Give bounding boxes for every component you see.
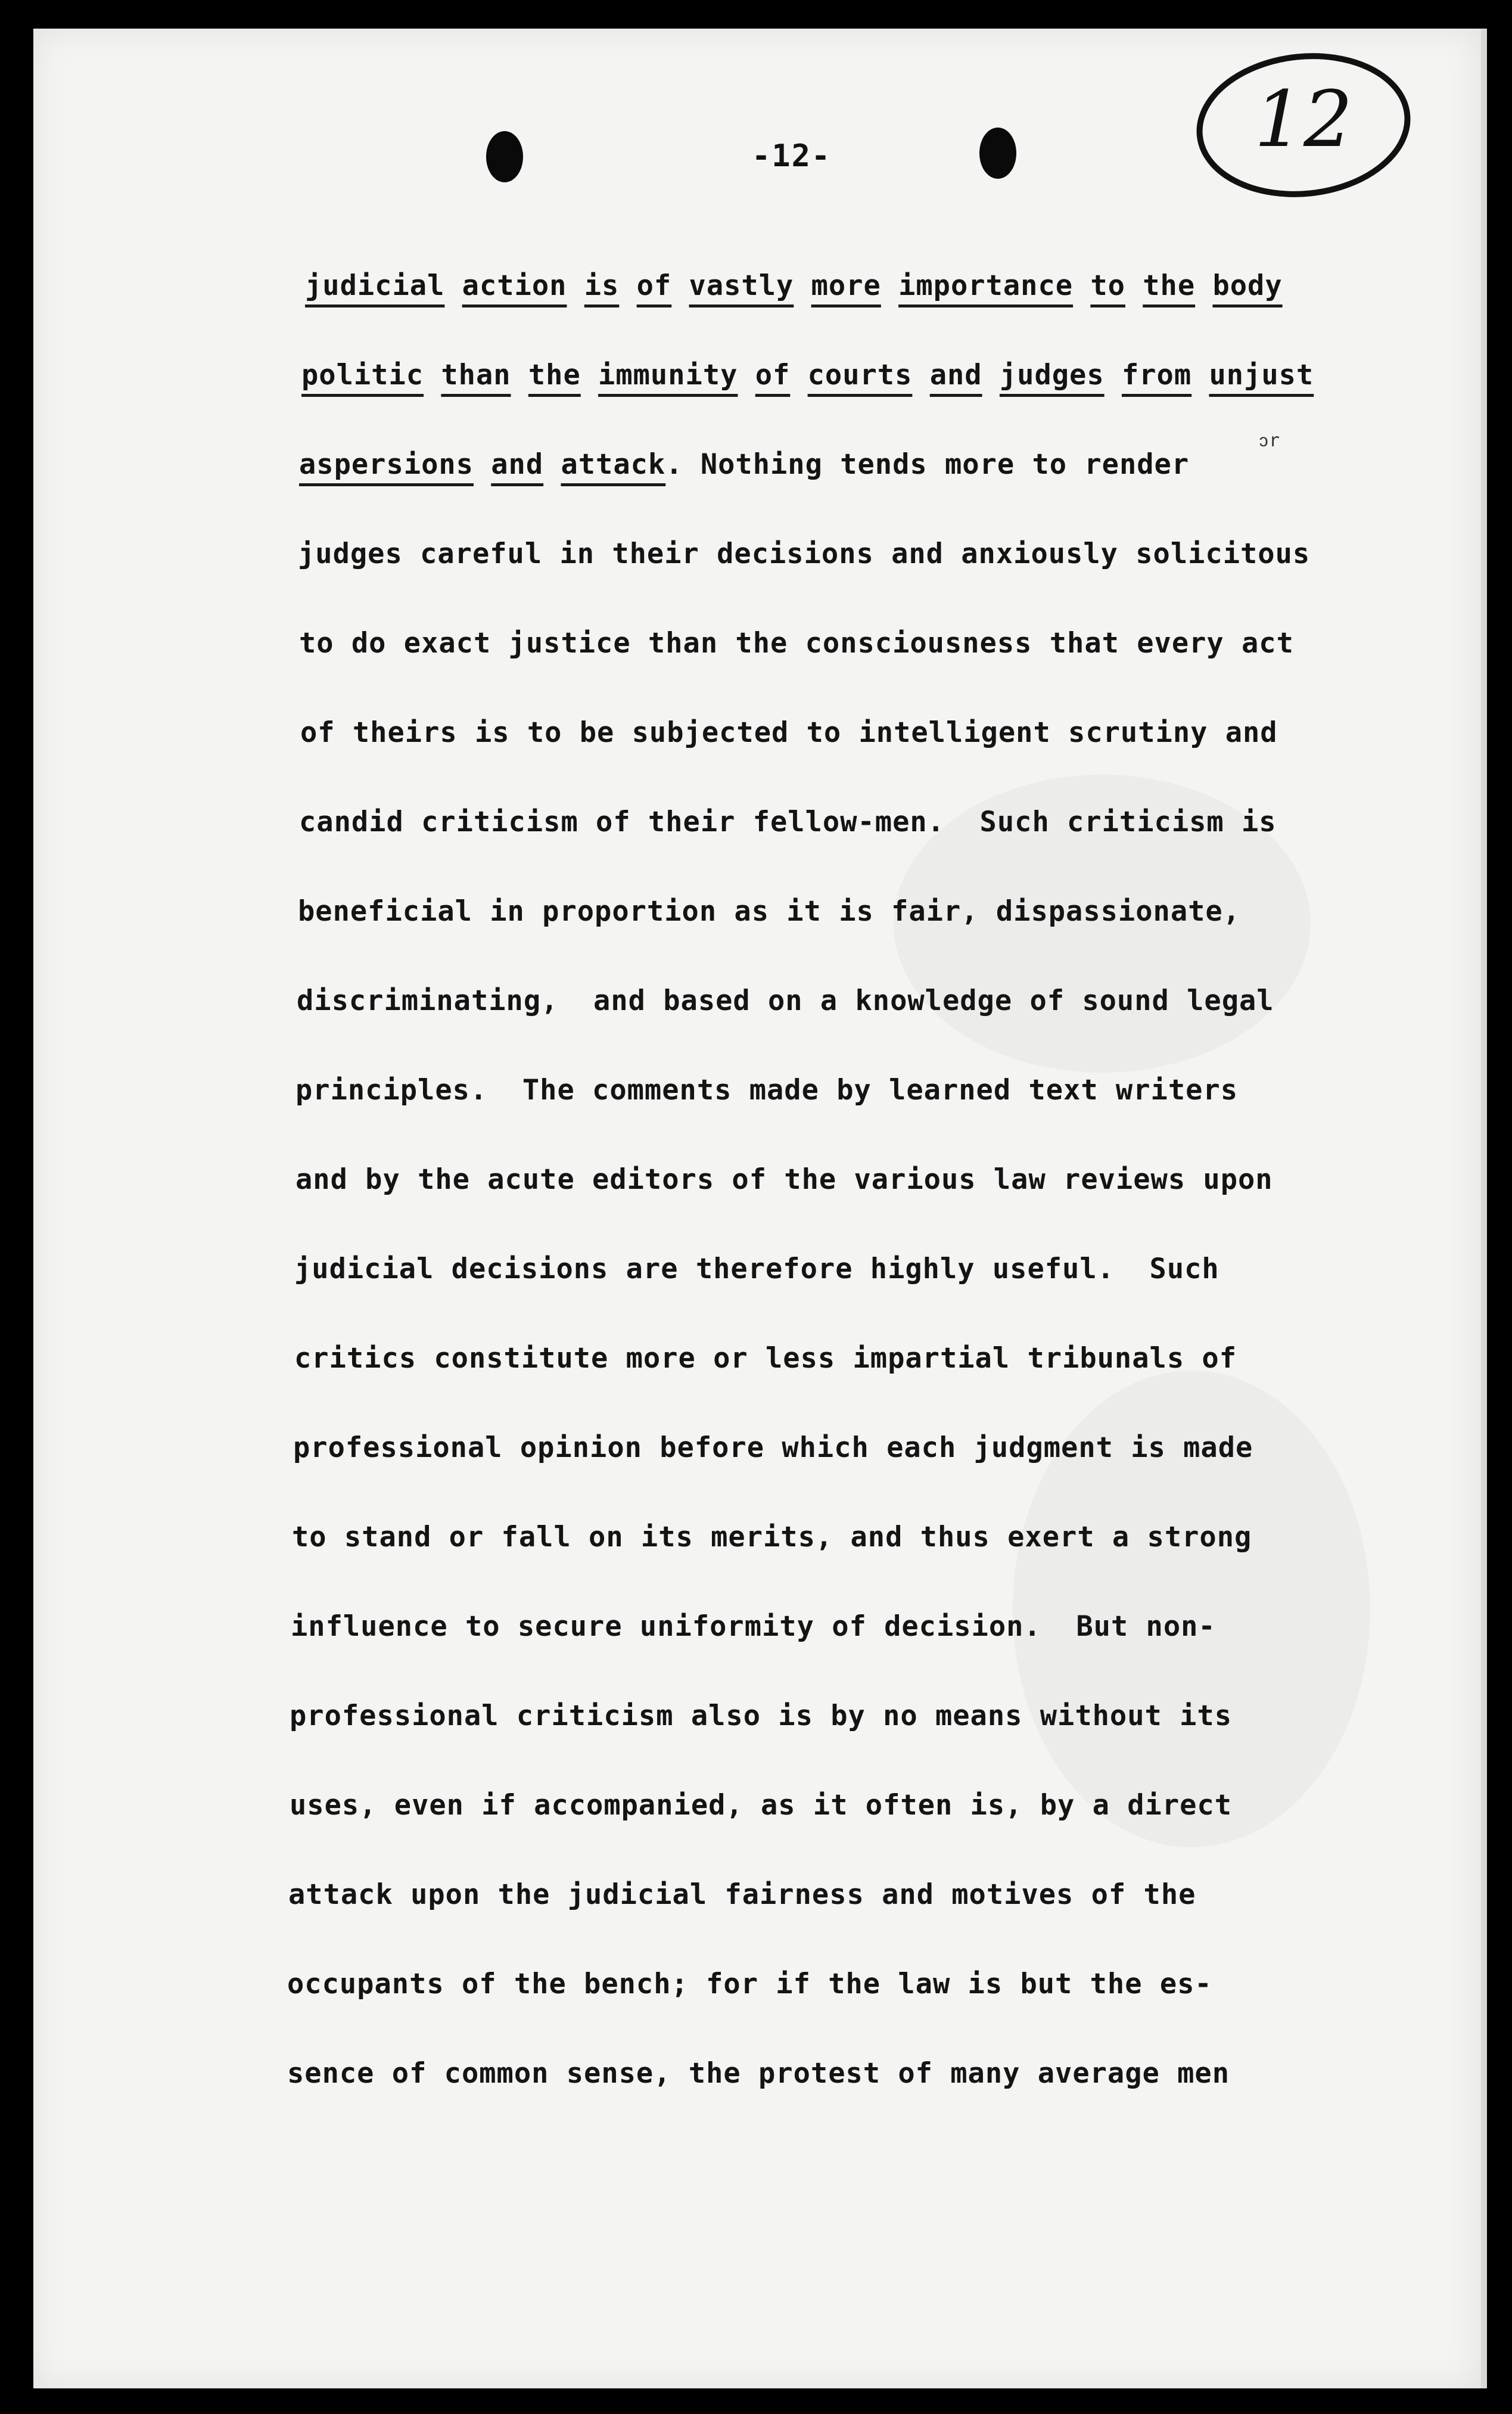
text-line [300, 703, 1425, 793]
punch-hole-left [486, 131, 523, 182]
text-line [305, 256, 1425, 346]
page-edge [1481, 29, 1487, 2388]
text-segment: to do exact justice than the consciousness that every act [299, 627, 1294, 660]
underlined-word: to [1090, 269, 1125, 302]
underlined-word: attack [561, 448, 666, 481]
text-line [288, 1865, 1425, 1955]
underlined-word: of [755, 359, 791, 392]
underlined-word: body [1212, 269, 1283, 302]
text-segment: . Nothing tends more to render [665, 448, 1190, 481]
text-segment: beneficial in proportion as it is fair, dispassionate, [298, 895, 1241, 928]
underlined-word: from [1121, 359, 1192, 392]
underlined-word: the [1143, 269, 1196, 302]
underlined-word: immunity [598, 359, 738, 392]
text-line [294, 1329, 1425, 1418]
text-line [299, 435, 1425, 524]
text-segment [567, 269, 584, 302]
underlined-word: the [528, 359, 581, 392]
underlined-word: than [441, 359, 511, 392]
text-segment [982, 359, 1000, 392]
underlined-word: unjust [1209, 359, 1314, 392]
text-segment: judicial decisions are therefore highly useful. Such [294, 1253, 1219, 1285]
text-line [301, 346, 1425, 435]
text-segment [581, 359, 598, 392]
text-segment: sence of common sense, the protest of many average men [287, 2057, 1230, 2090]
text-segment: occupants of the bench; for if the law is but the es- [287, 1968, 1212, 2000]
text-segment: attack upon the judicial fairness and motives of the [288, 1878, 1196, 1911]
text-line [293, 1418, 1425, 1508]
underlined-word: and [491, 448, 544, 481]
text-line [290, 1776, 1425, 1865]
handwritten-page-number [1190, 42, 1417, 203]
text-line [287, 1955, 1425, 2044]
text-line [299, 614, 1425, 703]
text-segment: candid criticism of their fellow-men. Such criticism is [299, 806, 1277, 838]
text-segment [424, 359, 441, 392]
text-segment: uses, even if accompanied, as it often is, by a direct [290, 1789, 1233, 1822]
text-segment: of theirs is to be subjected to intelligent scrutiny and [300, 716, 1278, 749]
underlined-word: vastly [689, 269, 794, 302]
text-segment [474, 448, 491, 481]
text-line [298, 524, 1425, 614]
text-line [294, 1239, 1425, 1329]
text-line [299, 793, 1425, 882]
text-segment [619, 269, 636, 302]
body-text [287, 256, 1425, 2133]
punch-hole-right [979, 128, 1016, 179]
text-segment: critics constitute more or less impartial tribunals of [294, 1342, 1237, 1375]
text-line [295, 1150, 1425, 1239]
text-line [291, 1597, 1425, 1686]
underlined-word: judges [999, 359, 1105, 392]
text-segment: professional opinion before which each judgment is made [293, 1431, 1253, 1464]
text-line [297, 971, 1425, 1061]
underlined-word: of [636, 269, 672, 302]
underlined-word: aspersions [299, 448, 474, 481]
text-segment: professional criticism also is by no means without its [290, 1700, 1233, 1732]
text-segment: and by the acute editors of the various law reviews upon [295, 1163, 1273, 1196]
text-segment [1195, 269, 1212, 302]
text-segment: judges careful in their decisions and anxiously solicitous [298, 538, 1311, 570]
text-segment [543, 448, 561, 481]
underlined-word: politic [301, 359, 424, 392]
page-number: -12- [752, 138, 832, 174]
text-segment: principles. The comments made by learned text writers [295, 1074, 1239, 1107]
text-segment [444, 269, 462, 302]
text-segment: discriminating, and based on a knowledge of sound legal [297, 984, 1274, 1017]
underlined-word: judicial [305, 269, 445, 302]
text-segment [738, 359, 755, 392]
margin-mark: ↄr [1258, 430, 1280, 451]
text-segment: to stand or fall on its merits, and thus exert a strong [292, 1521, 1252, 1554]
underlined-word: importance [898, 269, 1074, 302]
text-segment [671, 269, 689, 302]
text-line [290, 1686, 1425, 1776]
text-segment [1191, 359, 1209, 392]
text-segment [912, 359, 929, 392]
underlined-word: and [929, 359, 982, 392]
text-segment [1105, 359, 1122, 392]
text-segment [511, 359, 528, 392]
text-segment [881, 269, 898, 302]
text-segment [790, 359, 807, 392]
text-line [287, 2044, 1425, 2133]
text-line [295, 1061, 1425, 1150]
handwritten-number-text: 12 [1254, 74, 1353, 164]
text-line [298, 882, 1425, 971]
text-segment [1125, 269, 1143, 302]
underlined-word: action [462, 269, 567, 302]
underlined-word: is [584, 269, 620, 302]
underlined-word: courts [807, 359, 913, 392]
text-segment [794, 269, 811, 302]
underlined-word: more [811, 269, 881, 302]
text-segment: influence to secure uniformity of decision. But non- [291, 1610, 1216, 1643]
text-line [292, 1508, 1425, 1597]
text-segment [1073, 269, 1090, 302]
